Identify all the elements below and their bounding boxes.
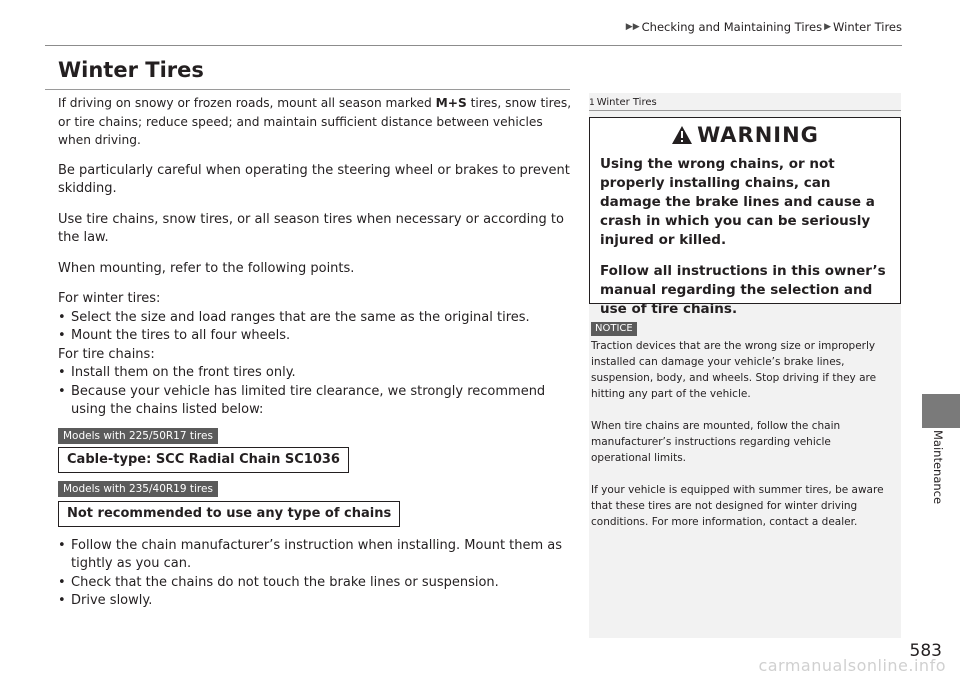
list-item: • Follow the chain manufacturer’s instruction when installing. Mount them as tightly as you can. xyxy=(58,537,573,574)
list-item: • Mount the tires to all four wheels. xyxy=(58,327,573,346)
list-item: • Because your vehicle has limited tire clearance, we strongly recommend using the chains listed below: xyxy=(58,383,573,420)
intro-text-start: If driving on snowy or frozen roads, mount all season marked xyxy=(58,96,436,110)
winter-tire-list xyxy=(58,309,573,346)
list-item: • Check that the chains do not touch the brake lines or suspension. xyxy=(58,574,573,593)
sidebar-title xyxy=(589,97,657,108)
ms-mark: M+S xyxy=(435,96,467,110)
title-divider xyxy=(45,89,570,90)
notice-text xyxy=(591,338,891,546)
model-badge: Models with 225/50R17 tires xyxy=(58,428,218,444)
warning-label: WARNING xyxy=(697,123,819,147)
triangle-right-icon: ▶▶ xyxy=(625,22,640,32)
page-title: Winter Tires xyxy=(58,58,204,82)
list-item: • Install them on the front tires only. xyxy=(58,364,573,383)
breadcrumb xyxy=(626,20,902,34)
installation-list xyxy=(58,537,573,611)
warning-box xyxy=(589,117,901,317)
section-label: Maintenance xyxy=(931,430,945,505)
intro-paragraph xyxy=(58,94,573,150)
triangle-right-icon: ▶ xyxy=(824,22,832,32)
warning-header xyxy=(590,123,900,147)
breadcrumb-item-tires[interactable]: Checking and Maintaining Tires xyxy=(641,20,823,34)
breadcrumb-item-winter-tires[interactable]: Winter Tires xyxy=(833,20,902,34)
warning-paragraph: Follow all instructions in this owner’s manual regarding the selection and use of tire chains. xyxy=(600,263,886,317)
notice-badge: NOTICE xyxy=(591,322,637,336)
section-tab[interactable] xyxy=(922,394,960,428)
notice-paragraph: Traction devices that are the wrong size or improperly installed can damage your vehicle’s brake lines, suspension, body, and wheels. Stop driving if they are hitting any part of the vehicle. xyxy=(591,340,877,400)
notice-paragraph: If your vehicle is equipped with summer tires, be aware that these tires are not designed for winter driving conditions. For more information, contact a dealer. xyxy=(591,484,884,528)
reference-mark: 1 xyxy=(589,98,595,108)
page-number: 583 xyxy=(909,641,942,661)
main-content xyxy=(58,94,573,611)
intro-text-end: tires, snow tires, or tire chains; reduce speed; and maintain sufficient distance between vehicles when driving. xyxy=(58,96,572,147)
sidebar-divider xyxy=(589,110,901,111)
model-badge: Models with 235/40R19 tires xyxy=(58,481,218,497)
chain-recommendation: Not recommended to use any type of chains xyxy=(58,501,400,527)
tire-chain-list xyxy=(58,364,573,420)
header-divider xyxy=(45,45,902,46)
warning-paragraph: Using the wrong chains, or not properly installing chains, can damage the brake lines and cause a crash in which you can be seriously injured or killed. xyxy=(600,156,875,248)
warning-text xyxy=(600,155,892,319)
sidebar-title-text: Winter Tires xyxy=(596,97,657,108)
caution-paragraph: Be particularly careful when operating the steering wheel or brakes to prevent skidding. xyxy=(58,162,570,196)
watermark: carmanualsonline.info xyxy=(758,656,946,675)
chain-recommendation: Cable-type: SCC Radial Chain SC1036 xyxy=(58,447,349,473)
list-item: • Drive slowly. xyxy=(58,592,573,611)
law-paragraph: Use tire chains, snow tires, or all season tires when necessary or according to the law. xyxy=(58,211,564,245)
mounting-paragraph: When mounting, refer to the following points. xyxy=(58,260,355,276)
warning-triangle-icon xyxy=(671,125,693,145)
winter-heading: For winter tires: xyxy=(58,291,161,306)
chain-heading: For tire chains: xyxy=(58,346,155,362)
notice-paragraph: When tire chains are mounted, follow the chain manufacturer’s instructions regarding vehicle operational limits. xyxy=(591,420,841,464)
list-item: • Select the size and load ranges that are the same as the original tires. xyxy=(58,309,573,328)
